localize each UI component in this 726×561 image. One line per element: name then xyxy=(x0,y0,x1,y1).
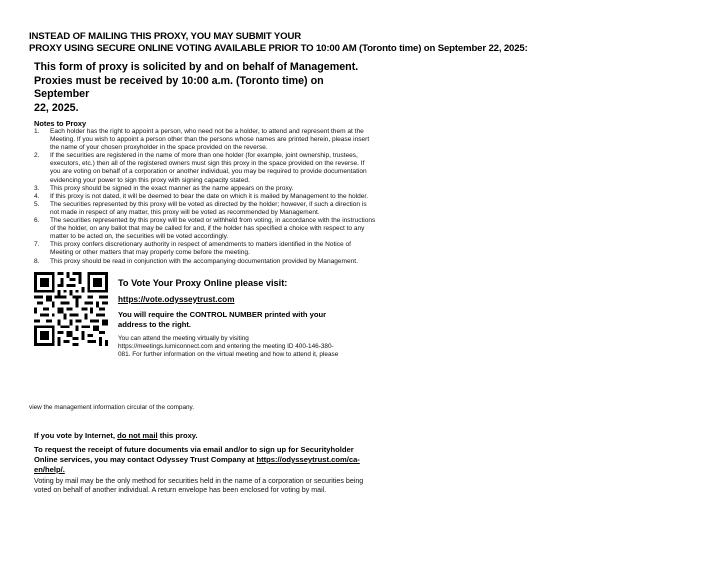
virtual-line-4: view the management information circular of the company. xyxy=(29,404,195,411)
voting-by-mail-notice: Voting by mail may be the only method for securities held in the name of a corporation or securities being voted on behalf of another individual. A return envelope has been enclosed for voting by mail. xyxy=(34,477,364,495)
online-vote-block xyxy=(34,270,376,364)
note-text: If this proxy is not dated, it will be deemed to bear the date on which it is mailed by Management to the holder. xyxy=(50,192,369,200)
control-line-2: address to the right. xyxy=(118,319,191,329)
note-item xyxy=(34,152,376,184)
note-item xyxy=(34,217,376,241)
virtual-meeting-info xyxy=(118,335,380,360)
note-number: 4. xyxy=(34,192,40,200)
do-not-mail-emphasis: do not mail xyxy=(117,431,158,440)
qr-code-icon[interactable] xyxy=(34,272,108,346)
note-item xyxy=(34,241,376,257)
note-item xyxy=(34,185,376,193)
note-number: 8. xyxy=(34,257,40,265)
note-text: The securities represented by this proxy will be voted as directed by the holder; however, if such a direction is not made in respect of any matter, this proxy will be voted as recommended by Management. xyxy=(50,200,367,216)
online-voting-header xyxy=(29,31,709,55)
note-number: 1. xyxy=(34,128,40,135)
online-vote-instructions xyxy=(118,278,380,360)
note-item xyxy=(34,258,376,266)
note-item xyxy=(34,128,376,152)
notes-title: Notes to Proxy xyxy=(34,119,87,128)
internet-notice-prefix: If you vote by Internet, xyxy=(34,431,118,440)
note-text: This proxy should be read in conjunction with the accompanying documentation provided by Management. xyxy=(50,257,358,265)
notes-list xyxy=(34,128,376,266)
solicitation-line-3: 22, 2025. xyxy=(34,101,79,114)
electronic-delivery-request xyxy=(34,445,364,475)
header-line-2: PROXY USING SECURE ONLINE VOTING AVAILABLE PRIOR TO 10:00 AM (Toronto time) on September 22, 2025: xyxy=(29,43,528,54)
internet-vote-notice xyxy=(34,431,198,441)
note-text: If the securities are registered in the name of more than one holder (for example, joint ownership, trustees, executors, etc.) then all of the registered owners must sign this proxy in the space provided on the reverse. If you are voting on behalf of a corporation or another individual, you may be required to provide documentation evidencing your power to sign this proxy with signing capacity stated. xyxy=(50,152,367,184)
note-text: This proxy should be signed in the exact manner as the name appears on the proxy. xyxy=(50,184,294,192)
note-text: Each holder has the right to appoint a person, who need not be a holder, to attend and represent them at the Meeting. If you wish to appoint a person other than the persons whose names are printed herein, please insert the name of your chosen proxyholder in the space provided on the reverse. xyxy=(50,128,370,152)
note-text: The securities represented by this proxy will be voted or withheld from voting, in accordance with the instructions of the holder, on any ballot that may be called for and, if the holder has specified a choice with respect to any matter to be acted on, the securities will be voted accordingly. xyxy=(50,217,376,241)
note-number: 6. xyxy=(34,217,40,225)
solicitation-line-1: This form of proxy is solicited by and on behalf of Management. xyxy=(34,61,359,73)
online-vote-link[interactable]: https://vote.odysseytrust.com xyxy=(118,294,235,304)
request-text: To request the receipt of future documents via email and/or to sign up for Securityholder Online services, you may contact Odyssey Trust Company at xyxy=(34,445,354,464)
virtual-line-2: https://meetings.lumiconnect.com and entering the meeting ID 400-146-380- xyxy=(118,342,334,350)
control-line-1: You will require the CONTROL NUMBER printed with your xyxy=(118,309,327,319)
virtual-line-3: 081. For further information on the virtual meeting and how to attend it, please xyxy=(118,351,339,358)
header-line-1: INSTEAD OF MAILING THIS PROXY, YOU MAY SUBMIT YOUR xyxy=(29,31,301,42)
note-text: This proxy confers discretionary authority in respect of amendments to matters identified in the Notice of Meeting or other matters that may properly come before the meeting. xyxy=(50,241,351,257)
virtual-line-1: You can attend the meeting virtually by visiting xyxy=(118,334,249,342)
note-item xyxy=(34,193,376,201)
proxy-left-column xyxy=(34,61,376,364)
note-number: 7. xyxy=(34,241,40,249)
note-number: 3. xyxy=(34,184,40,192)
solicitation-line-2: Proxies must be received by 10:00 a.m. (Toronto time) on September xyxy=(34,74,324,100)
solicitation-statement xyxy=(34,61,376,115)
note-number: 2. xyxy=(34,152,40,160)
internet-notice-suffix: this proxy. xyxy=(157,431,198,440)
odyssey-help-link[interactable]: https://odysseytrust.com/ca-en/help/. xyxy=(34,455,360,474)
note-item xyxy=(34,201,376,217)
control-number-notice xyxy=(118,310,380,330)
online-vote-title: To Vote Your Proxy Online please visit: xyxy=(118,277,288,288)
note-number: 5. xyxy=(34,200,40,208)
